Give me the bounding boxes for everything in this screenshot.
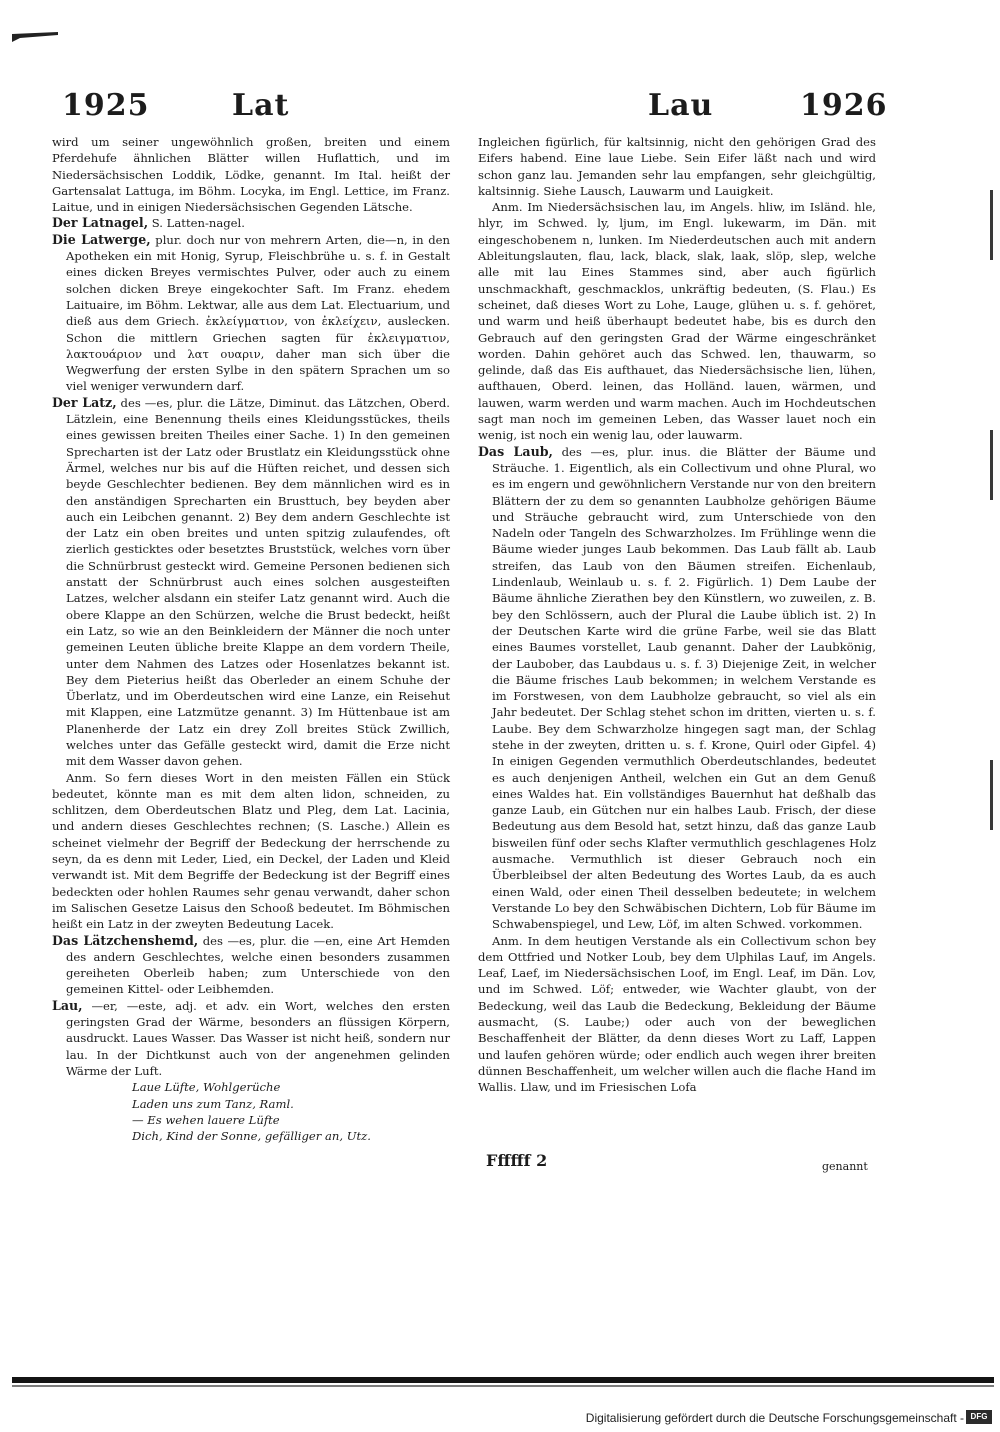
dictionary-entry: Die Latwerge, plur. doch nur von mehrern Arten, die—n, in den Apotheken ein mit Honig, Syrup, Fleischbrühe u. s. f. in Gestalt eines dicken Breyes vermischtes Pulver, oder auch zu einem solchen dicken Breye eingekochter Saft. Im Franz. ehedem Laituaire, im Böhm. Lektwar, alle aus dem Lat. Electuarium, und dieß aus dem Griech. ἐκλείγματιον, von ἐκλείχειν, auslecken. Schon die mittlern Griechen sagten für ἐκλειγματιον, λακτουάριον und λατ ουαριν, daher man sich über die Wegwerfung der ersten Sylbe in den spätern Sprachen um so viel weniger verwundern darf.	[52, 231, 450, 394]
quote-line: — Es wehen lauere Lüfte	[132, 1112, 280, 1127]
scan-border-bar	[12, 1377, 994, 1383]
digitization-credit: Digitalisierung gefördert durch die Deutsche Forschungsgemeinschaft -	[585, 1411, 964, 1425]
entry-paragraph: wird um seiner ungewöhnlich großen, breiten und einem Pferdehufe ähnlichen Blätter willen Huflattich, und im Niedersächsischen Loddik, Lödke, genannt. Im Ital. heißt der Gartensalat Lattuga, im Böhm. Locyka, im Engl. Lettice, im Franz. Laitue, und in einigen Niedersächsischen Gegenden Lätsche.	[52, 135, 450, 215]
entry-headword: Der Latz,	[52, 394, 117, 410]
dictionary-entry: Der Latz, des —es, plur. die Lätze, Diminut. das Lätzchen, Oberd. Lätzlein, eine Benennung theils eines Kleidungsstückes, theils eines gewissen breiten Theiles einer Sache. 1) In den gemeinen Sprecharten ist der Latz oder Brustlatz ein Kleidungsstück ohne Ärmel, welches nur bis auf die Hüften reichet, und dessen sich beyde Geschlechter bedienen. Bey dem männlichen wird es in den anständigen Sprecharten ein Brusttuch, bey beyden aber auch ein Leibchen genannt. 2) Bey dem andern Geschlechte ist der Latz ein oben breites und unten spitzig zulaufendes, oft zierlich gesticktes oder besetztes Bruststück, welches vorn über die Schnürbrust gesteckt wird. Gemeine Personen bedienen sich anstatt der Schnürbrust auch eines solchen ausgesteiften Latzes, welcher alsdann ein steifer Latz genannt wird. Auch die obere Klappe an den Schürzen, welche die Brust bedeckt, heißt ein Latz, so wie an den Beinkleidern der Männer die noch unter gemeinen Leuten übliche breite Klappe an dem vordern Theile, unter dem Nahmen des Latzes oder Hosenlatzes bekannt ist. Bey dem Pieterius heißt das Oberleder an einem Schuhe der Überlatz, und im Oberdeutschen wird eine Lanze, ein Reisehut mit Klappen, eine Latzmütze genannt. 3) Im Hüttenbaue ist am Planenherde der Latz ein drey Zoll breites Stück Zwillich, welches unter das Gefälle gesteckt wird, damit die Erze nicht mit dem Wasser davon gehen.	[52, 394, 450, 769]
entry-headword: Die Latwerge,	[52, 231, 151, 247]
right-column	[478, 134, 876, 1096]
dictionary-entry: Lau, —er, —este, adj. et adv. ein Wort, welches den ersten geringsten Grad der Wärme, besonders an flüssigen Körpern, ausdruckt. Laues Wasser. Das Wasser ist nicht heiß, sondern nur lau. In der Dichtkunst auch von der angenehmen gelinden Wärme der Luft.	[52, 997, 450, 1078]
quote-line: Laden uns zum Tanz, Raml.	[132, 1096, 294, 1111]
entry-headword: Das Laub,	[478, 443, 553, 459]
dfg-logo: DFG	[966, 1410, 992, 1424]
quote-line: Dich, Kind der Sonne, gefälliger an, Utz.	[132, 1129, 371, 1144]
dictionary-entry: Das Laub, des —es, plur. inus. die Blätter der Bäume und Sträuche. 1. Eigentlich, als ein Collectivum und ohne Plural, wo es im engern und gewöhnlichern Verstande nur von den breitern Blättern der zu dem so genannten Laubholze gehörigen Bäume und Sträuche gebraucht wird, zum Unterschiede von den Nadeln oder Tangeln des Schwarzholzes. Im Frühlinge wenn die Bäume wieder junges Laub bekommen. Das Laub fällt ab. Laub streifen, das Laub von den Bäumen streifen. Eichenlaub, Lindenlaub, Weinlaub u. s. f. 2. Figürlich. 1) Dem Laube der Bäume ähnliche Zierathen bey den Künstlern, wo zuweilen, z. B. bey den Schlössern, auch der Plural die Laube üblich ist. 2) In der Deutschen Karte wird die grüne Farbe, weil sie das Blatt eines Baumes vorstellet, Laub genannt. Daher der Laubkönig, der Laubober, das Laubdaus u. s. f. 3) Diejenige Zeit, in welcher die Bäume frisches Laub bekommen; in welchem Verstande es im Forstwesen, von dem Laubholze gebraucht, so viel als ein Jahr bedeutet. Der Schlag stehet schon im dritten, vierten u. s. f. Laube. Bey dem Schwarzholze hingegen sagt man, der Schlag stehe in der zweyten, dritten u. s. f. Krone, Quirl oder Gipfel. 4) In einigen Gegenden vermuthlich Oberdeutschlandes, bedeutet es auch denjenigen Antheil, welchen ein Gut an dem Genuß eines Waldes hat. Ein vollständiges Bauernhut hat deßhalb das ganze Laub, ein Gütchen nur ein halbes Laub. Frisch, der diese Bedeutung aus dem Besold hat, setzt hinzu, daß das ganze Laub bisweilen fünf oder sechs Klafter vermuthlich geschlagenes Holz ausmache. Vermuthlich ist dieser Gebrauch noch ein Überbleibsel der alten Bedeutung des Wortes Laub, da es auch einen Wald, oder einen Theil desselben bedeutete; in welchem Verstande Lo bey den Schwäbischen Dichtern, Lob für Bäume im Schwabenspiegel, und Lew, Löf, im alten Schwed. vorkommen.	[478, 443, 877, 932]
left-column	[52, 134, 450, 1144]
page-number-right: 1926	[800, 88, 888, 123]
annotation-paragraph: Anm. So fern dieses Wort in den meisten Fällen ein Stück bedeutet, könnte man es mit dem alten lidon, schneiden, zu schlitzen, dem Oberdeutschen Blatz und Pleg, dem Lat. Lacinia, und andern dieses Geschlechtes rechnen; (S. Lasche.) Allein es scheinet vielmehr der Begriff der Bedeckung der herrschende zu seyn, da es denn mit Leder, Lied, ein Deckel, der Laden und Kleid verwandt ist. Mit dem Begriffe der Bedeckung ist der Begriff eines bedeckten oder hohlen Raumes sehr genau verwandt, daher schon im Salischen Gesetze Laisus den Schooß bedeutet. Im Böhmischen heißt ein Latz in der zweyten Bedeutung Lacek.	[52, 770, 450, 932]
quote-line: Laue Lüfte, Wohlgerüche	[132, 1080, 281, 1095]
running-head-right: Lau	[648, 88, 714, 123]
dictionary-entry: Das Lätzchenshemd, des —es, plur. die —en, eine Art Hemden des andern Geschlechtes, welche einen besonders zusammen gereiheten Oberleib haben; zum Unterschiede von den gemeinen Kittel- oder Leibhemden.	[52, 932, 451, 997]
entry-headword: Der Latnagel,	[52, 215, 149, 231]
annotation-paragraph: Anm. Im Niedersächsischen lau, im Angels. hliw, im Isländ. hle, hlyr, im Schwed. ly, ljum, im Engl. lukewarm, im Dän. mit eingeschobenem n, lunken. Im Niederdeutschen auch mit andern Ableitungslauten, flau, lack, black, slak, laak, slöp, slep, welche alle mit lau Eines Stammes sind, aber auch figürlich unschmackhaft, geschmacklos, unkräftig bedeuten, (S. Flau.) Es scheinet, daß dieses Wort zu Lohe, Lauge, glühen u. s. f. gehöret, und warm und heiß überhaupt bedeutet habe, bis es durch den Gebrauch auf den geringsten Grad der Wärme eingeschränket worden. Dahin gehöret auch das Schwed. len, thauwarm, so gelinde, daß das Eis aufthauet, das Niedersächsische lien, lühen, aufthauen, Oberd. leinen, das Holländ. lauen, wärmen, und lauwen, warm werden und warm machen. Auch im Hochdeutschen sagt man noch im gemeinen Leben, das Wasser lauet noch ein wenig, ist noch ein wenig lau, oder lauwarm.	[478, 200, 876, 443]
scan-edge	[990, 760, 993, 830]
corner-scan-mark-icon	[12, 32, 58, 42]
entry-paragraph: Ingleichen figürlich, für kaltsinnig, nicht den gehörigen Grad des Eifers habend. Eine laue Liebe. Sein Eifer läßt nach und wird schon ganz lau. Jemanden sehr lau empfangen, sehr gleichgültig, kaltsinnig. Siehe Lausch, Lauwarm und Lauigkeit.	[478, 135, 876, 198]
catchword: genannt	[822, 1160, 868, 1173]
signature-mark: Ffffff 2	[486, 1151, 548, 1170]
entry-headword: Das Lätzchenshemd,	[52, 932, 199, 948]
entry-headword: Lau,	[52, 997, 83, 1013]
page-number-left: 1925	[62, 88, 150, 123]
scan-edge	[990, 430, 993, 500]
dictionary-entry: Der Latnagel, S. Latten-nagel.	[52, 215, 245, 231]
page-header	[0, 88, 1000, 128]
scan-edge	[990, 190, 993, 260]
scan-border-line	[12, 1385, 994, 1387]
annotation-paragraph: Anm. In dem heutigen Verstande als ein Collectivum schon bey dem Ottfried und Notker Loub, bey dem Ulphilas Lauf, im Angels. Leaf, Laef, im Niedersächsischen Loof, im Engl. Leaf, im Dän. Lov, und im Schwed. Löf; entweder, wie Wachter glaubt, von der Bedeckung, weil das Laub die Bedeckung, Bekleidung der Bäume ausmacht, (S. Laube;) oder auch von der beweglichen Beschaffenheit der Blätter, da denn dieses Wort zu Laff, Lappen und laufen gehören würde; oder endlich auch wegen ihrer breiten dünnen Beschaffenheit, um welcher willen auch die flache Hand im Wallis. Llaw, und im Friesischen Lofa	[478, 933, 876, 1095]
running-head-left: Lat	[232, 88, 290, 123]
